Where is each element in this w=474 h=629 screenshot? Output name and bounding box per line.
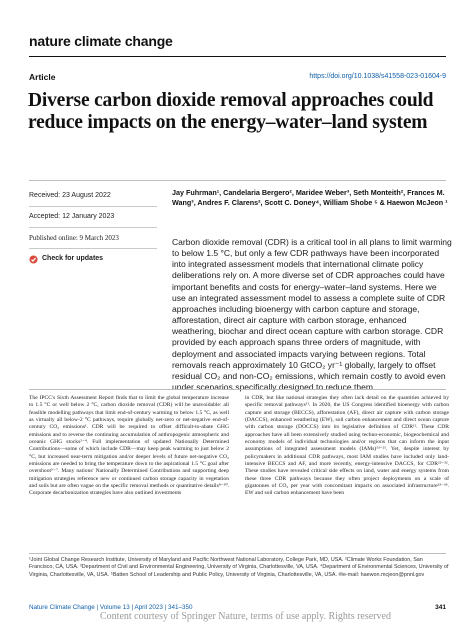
check-updates-button[interactable] [29, 249, 157, 269]
page-number: 341 [435, 604, 446, 611]
accepted-date: Accepted: 12 January 2023 [29, 207, 157, 228]
author-list: Jay Fuhrman¹, Candelaria Bergero², Maridee Weber³, Seth Monteith², Frances M. Wang³, Andres F. Clarens², Scott C. Doney⁴, William Shobe ⁵ & Haewon McJeon ¹ [172, 188, 448, 208]
check-updates-icon [29, 255, 38, 264]
received-date: Received: 23 August 2022 [29, 186, 157, 207]
journal-citation: Nature Climate Change | Volume 13 | April 2023 | 341–350 [29, 604, 193, 611]
journal-name: nature climate change [29, 33, 173, 49]
header-rule [29, 56, 446, 57]
body-column-left: The IPCC's Sixth Assessment Report finds that to limit the global temperature increase to 1.5 °C or well below 2 °C, carbon dioxide removal (CDR) will be unavoidable: all feasible modelling pathways that limit end-of-century warming to below 1.5 °C, as well as virtually all below-2 °C pathways, require globally net-zero or net-negative end-of-century CO₂ emissions¹. CDR will be required to offset difficult-to-abate GHG emissions and to reverse the continuing accumulation of anthropogenic atmospheric and oceanic GHG stocks²⁻⁴. Full implementation of updated Nationally Determined Contributions—some of which include CDR—may keep peak warming to just below 2 °C, but increased near-term mitigation and/or deeper levels of future net-negative CO₂ emissions are needed to bring the temperature down to the aspirational 1.5 °C goal after overshoot⁵⁻⁷. Many nations' Nationally Determined Contributions and supporting deep mitigation strategies reference new or continued carbon storage capacity in vegetation and soils but are often vague on the specific removal methods or quantitative details⁸⁻¹⁰. Corporate decarbonization strategies have also outlined investments [29, 395, 229, 497]
article-dates [29, 186, 157, 269]
affiliation-divider [29, 553, 446, 554]
affiliations: ¹Joint Global Change Research Institute, University of Maryland and Pacific Northwest National Laboratory, College Park, MD, USA. ²Climate Works Foundation, San Francisco, CA, USA. ³Department of Civil and Environmental Engineering, University of Virginia, Charlottesville, VA, USA. ⁴Department of Environmental Sciences, University of Virginia, Charlottesville, VA, USA. ⁵Batten School of Leadership and Public Policy, University of Virginia, Charlottesville, VA, USA. ✉e-mail: haewon.mcjeon@pnnl.gov [29, 557, 449, 578]
doi-link[interactable]: https://doi.org/10.1038/s41558-023-01604-9 [309, 73, 446, 80]
abstract: Carbon dioxide removal (CDR) is a critical tool in all plans to limit warming to below 1.5 °C, but only a few CDR pathways have been incorporated into integrated assessment models that international climate policy deliberations rely on. A more diverse set of CDR approaches could have important benefits and costs for energy–water–land systems. Here we use an integrated assessment model to assess a complete suite of CDR approaches including bioenergy with carbon capture and storage, afforestation, direct air capture with carbon storage, enhanced weathering, biochar and direct ocean capture with carbon storage. CDR provided by each approach spans three orders of magnitude, with deployment and associated impacts varying between regions. Total removals reach approximately 10 GtCO₂ yr⁻¹ globally, largely to offset residual CO₂ and non-CO₂ emissions, which remain costly to avoid even under scenarios specifically designed to reduce them. [172, 237, 452, 393]
title-divider [29, 180, 446, 181]
article-title: Diverse carbon dioxide removal approaches could reduce impacts on the energy–water–land system [28, 90, 434, 133]
abstract-divider [29, 389, 446, 390]
check-updates-label: Check for updates [42, 255, 104, 262]
watermark: Content courtesy of Springer Nature, terms of use apply. Rights reserved [100, 611, 391, 622]
body-column-right: in CDR, but like national strategies they often lack detail on the quantities achieved by specific removal pathways¹¹. In 2020, the US Congress identified bioenergy with carbon capture and storage (BECCS), afforestation (AF), direct air capture with carbon storage (DACCS), enhanced weathering (EW), soil carbon enhancement and direct ocean capture with carbon storage (DOCCS) into its legislative definition of CDR¹². These CDR approaches have all been extensively studied using techno-economic, biogeochemical and economy models of individual technologies and/or regions that can inform the input assumptions of integrated assessment models (IAMs)¹³⁻²¹. Yet, despite interest by policymakers in additional CDR pathways, most IAM studies have included only land-intensive BECCS and AF, and more recently, energy-intensive DACCS, for CDR²²⁻³². These studies have revealed critical side effects on land, water and energy systems from these three CDR pathways because they often project deployments on a scale of gigatonnes of CO₂ per year with concomitant impacts on associated infrastructure³³⁻³⁶. EW and soil carbon enhancement have been [245, 395, 449, 497]
article-type: Article [29, 72, 56, 82]
published-date: Published online: 9 March 2023 [29, 228, 157, 249]
